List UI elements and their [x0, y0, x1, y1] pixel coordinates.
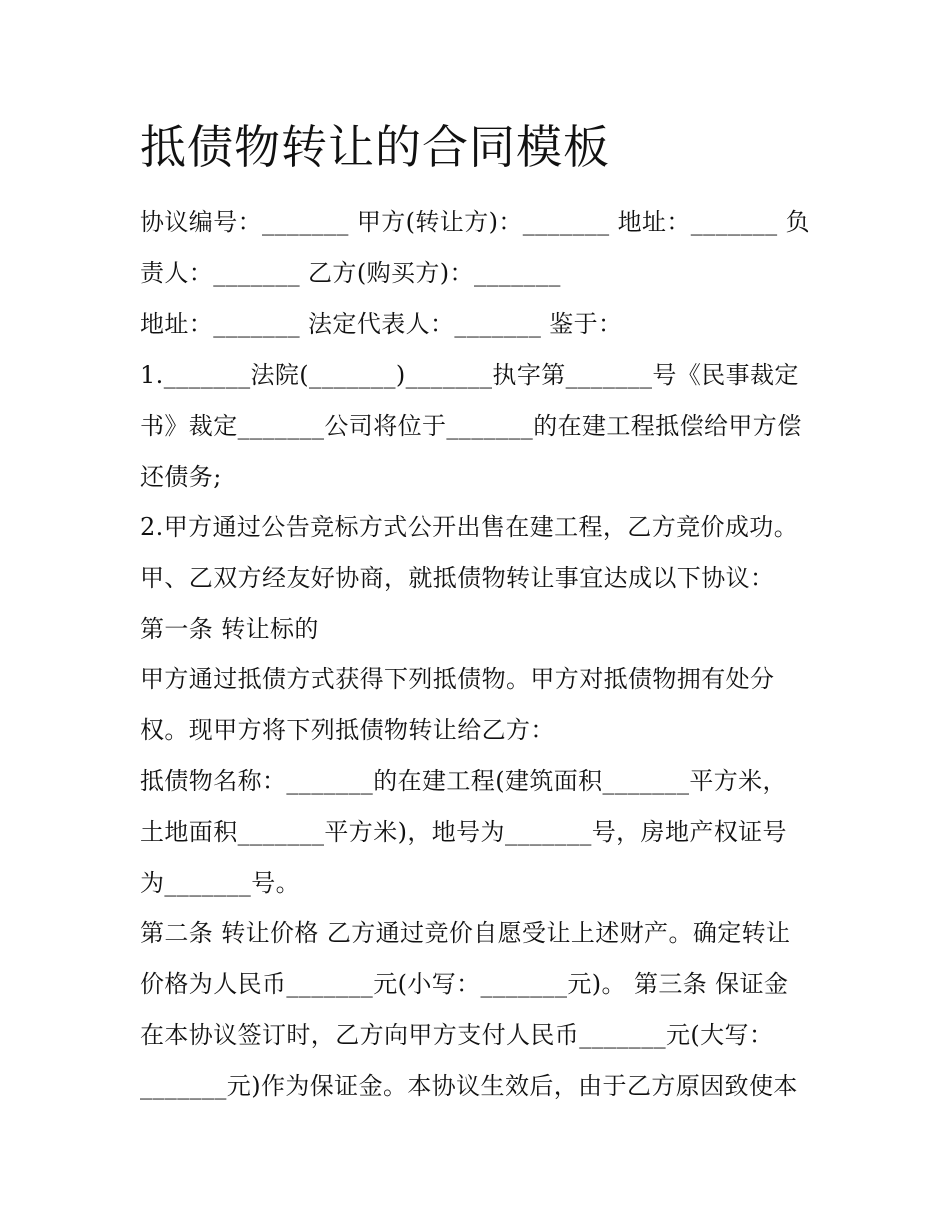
text-line: 甲方通过抵债方式获得下列抵债物。甲方对抵债物拥有处分 — [140, 665, 775, 693]
text-line: 权。现甲方将下列抵债物转让给乙方： — [140, 716, 555, 744]
text-line: 土地面积_______平方米)，地号为_______号，房地产权证号 — [140, 818, 787, 846]
text-line: 还债务; — [140, 463, 222, 491]
text-line: 甲、乙双方经友好协商，就抵债物转让事宜达成以下协议： — [140, 564, 775, 592]
text-line: 书》裁定_______公司将位于_______的在建工程抵偿给甲方偿 — [140, 412, 802, 440]
document-title: 抵债物转让的合同模板 — [140, 120, 610, 174]
text-line: 第二条 转让价格 乙方通过竞价自愿受让上述财产。确定转让 — [140, 919, 791, 947]
text-line: 2.甲方通过公告竞标方式公开出售在建工程，乙方竞价成功。 — [140, 513, 799, 541]
text-line: 在本协议签订时，乙方向甲方支付人民币_______元(大写： — [140, 1021, 774, 1049]
text-line: 责人：_______ 乙方(购买方)：_______ — [140, 259, 561, 287]
text-line: _______元)作为保证金。本协议生效后，由于乙方原因致使本 — [140, 1072, 798, 1100]
text-line: 地址：_______ 法定代表人：_______ 鉴于： — [140, 310, 623, 338]
text-line: 1._______法院(_______)_______执字第_______号《民事裁定 — [140, 361, 799, 389]
section-heading: 第一条 转让标的 — [140, 615, 319, 643]
text-line: 为_______号。 — [140, 869, 300, 897]
text-line: 价格为人民币_______元(小写：_______元)。 第三条 保证金 — [140, 970, 789, 998]
text-line: 抵债物名称：_______的在建工程(建筑面积_______平方米， — [140, 767, 787, 795]
text-line: 协议编号：_______ 甲方(转让方)：_______ 地址：_______ 负 — [140, 208, 811, 236]
